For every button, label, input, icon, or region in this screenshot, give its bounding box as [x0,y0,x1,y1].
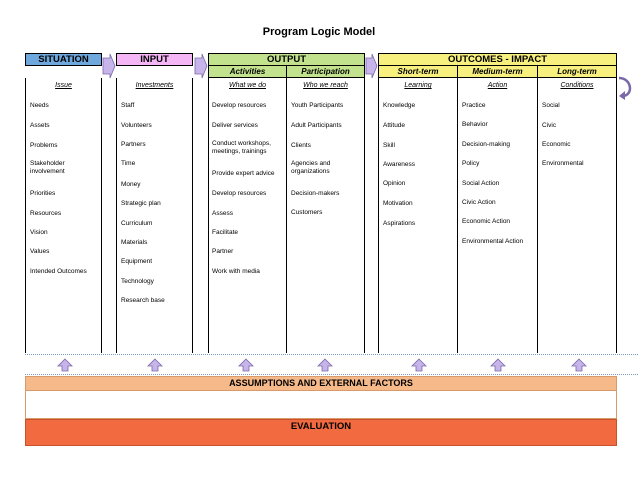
learning-colhead: Learning [404,82,432,89]
arrow-up-icon [238,358,254,372]
short-term-subheader: Short-term [378,65,458,78]
list-item: Adult Participants [291,122,342,129]
list-item: Social Action [462,180,500,187]
list-item: Skill [383,142,395,149]
list-item: Youth Participants [291,102,344,109]
list-item: Customers [291,209,323,216]
list-item: Knowledge [383,102,416,109]
list-item: Clients [291,142,311,149]
list-item: Decision-making [462,141,511,148]
arrow-right-icon [102,53,116,79]
list-item: Money [121,181,141,188]
divider [25,354,638,355]
list-item: Resources [30,210,62,217]
arrow-up-icon [57,358,73,372]
assumptions-band: ASSUMPTIONS AND EXTERNAL FACTORS [25,376,617,391]
list-item: Provide expert advice [212,170,275,177]
arrow-up-icon [490,358,506,372]
situation-header: SITUATION [25,53,102,66]
list-item: Equipment [121,258,153,265]
arrow-up-icon [411,358,427,372]
list-item: Environmental [542,160,584,167]
list-item: Staff [121,102,135,109]
short-term-column [378,78,458,353]
arrow-up-icon [317,358,333,372]
list-item: Decision-makers [291,190,340,197]
list-item: Technology [121,278,154,285]
feedback-arrow-icon [616,74,638,102]
list-item: Motivation [383,200,413,207]
assumptions-space [25,391,617,419]
input-header: INPUT [116,53,193,66]
arrow-up-icon [147,358,163,372]
list-item: Problems [30,142,58,149]
list-item: Partners [121,141,146,148]
medium-term-subheader: Medium-term [457,65,538,78]
investments-colhead: Investments [135,82,174,89]
list-item: Vision [30,229,48,236]
list-item: Develop resources [212,190,267,197]
list-item: Civic [542,122,557,129]
list-item: Needs [30,102,49,109]
divider [25,374,638,375]
list-item: Economic Action [462,218,511,225]
list-item: Agencies and organizations [291,160,331,175]
what-we-do-colhead: What we do [229,82,266,89]
list-item: Volunteers [121,122,152,129]
list-item: Deliver services [212,122,258,129]
list-item: Strategic plan [121,200,161,207]
list-item: Conduct workshops, meetings, trainings [212,140,271,155]
issue-colhead: Issue [55,82,72,89]
list-item: Assets [30,122,50,129]
activities-subheader: Activities [208,65,287,78]
arrow-right-icon [365,53,378,79]
evaluation-band: EVALUATION [25,419,617,446]
long-term-subheader: Long-term [537,65,617,78]
list-item: Facilitate [212,229,239,236]
outcomes-header: OUTCOMES - IMPACT [378,53,617,66]
list-item: Civic Action [462,199,496,206]
list-item: Behavior [462,121,488,128]
list-item: Environmental Action [462,238,524,245]
list-item: Attitude [383,122,406,129]
list-item: Priorities [30,190,56,197]
page-title: Program Logic Model [262,26,376,38]
input-column [116,78,193,353]
list-item: Partner [212,248,234,255]
list-item: Opinion [383,180,406,187]
participation-subheader: Participation [286,65,365,78]
list-item: Assess [212,210,233,217]
medium-term-column [457,78,538,353]
list-item: Policy [462,160,480,167]
long-term-column [537,78,617,353]
list-item: Research base [121,297,165,304]
arrow-right-icon [194,53,208,79]
list-item: Practice [462,102,486,109]
list-item: Time [121,160,136,167]
who-we-reach-colhead: Who we reach [303,82,348,89]
list-item: Values [30,248,50,255]
list-item: Social [542,102,560,109]
list-item: Curriculum [121,220,153,227]
action-colhead: Action [487,82,508,89]
list-item: Economic [542,141,571,148]
output-header: OUTPUT [208,53,365,66]
list-item: Work with media [212,268,260,275]
list-item: Materials [121,239,148,246]
conditions-colhead: Conditions [560,82,594,89]
list-item: Intended Outcomes [30,268,87,275]
arrow-up-icon [571,358,587,372]
list-item: Aspirations [383,220,416,227]
list-item: Awareness [383,161,416,168]
list-item: Develop resources [212,102,267,109]
list-item: Stakeholder involvement [30,160,65,175]
